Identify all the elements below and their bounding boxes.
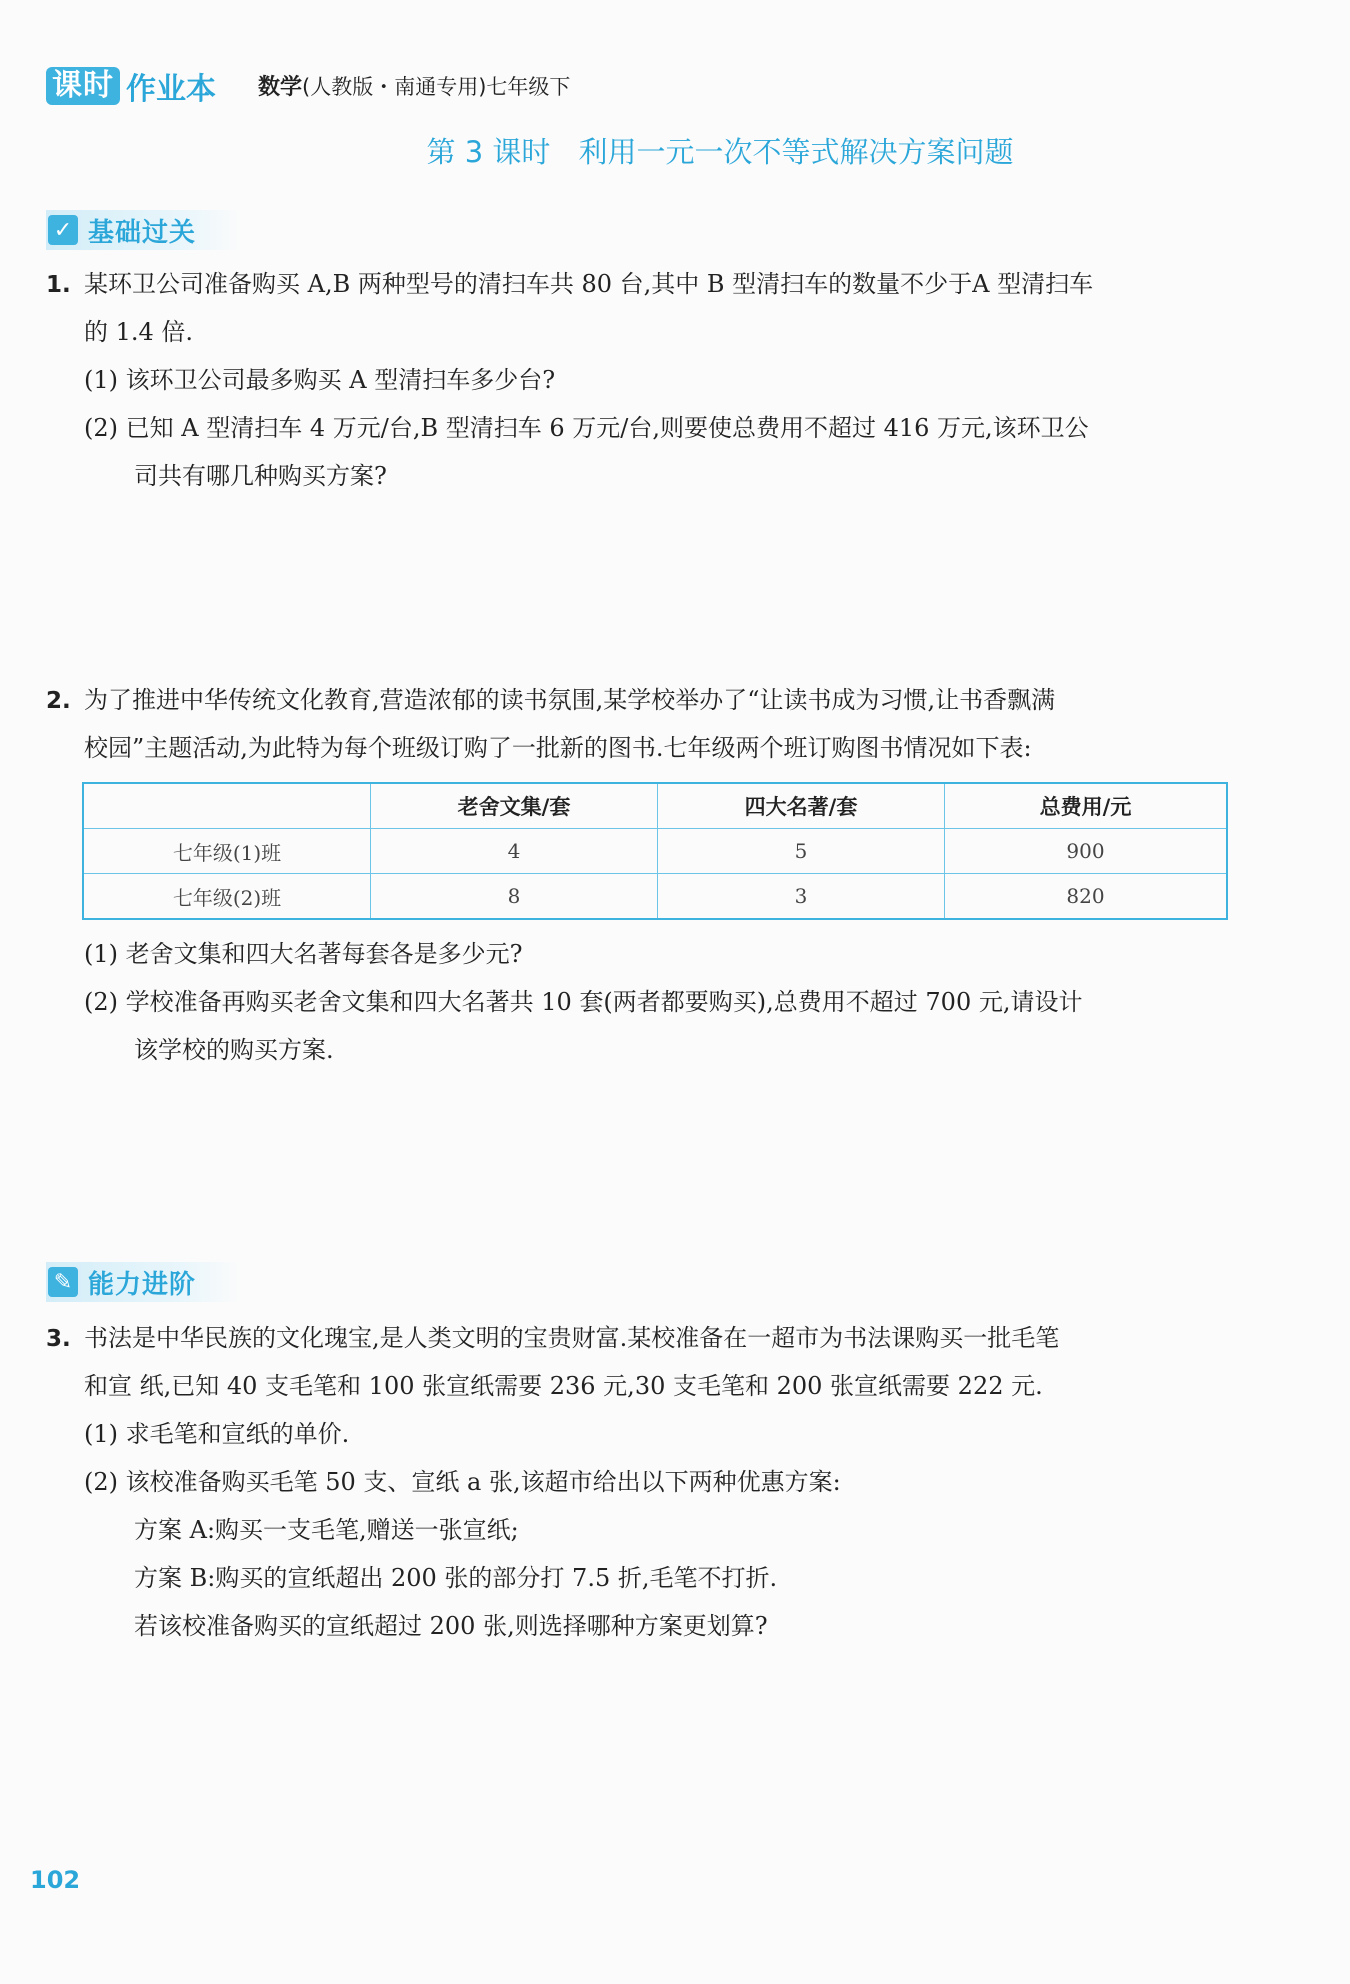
q2-part1: (1) 老舍文集和四大名著每套各是多少元? [84,940,523,968]
q3-stem-line1: 书法是中华民族的文化瑰宝,是人类文明的宝贵财富.某校准备在一超市为书法课购买一批毛笔 [84,1324,1060,1352]
q2-number-wrap [46,684,71,717]
book-order-table [82,782,1228,920]
q1-stem-line2: 的 1.4 倍. [84,318,194,346]
table-header-cell: 总费用/元 [945,783,1228,829]
table-cell: 900 [945,829,1228,874]
table-cell: 3 [658,874,945,920]
brand-box: 课时 [46,67,120,105]
q2-stem-line2: 校园”主题活动,为此特为每个班级订购了一批新的图书.七年级两个班订购图书情况如下表: [84,734,1032,762]
brand-name: 作业本 [126,72,216,107]
q2-part2-line2: 该学校的购买方案. [134,1036,334,1064]
q3-number: 3. [46,1326,71,1352]
table-header-row [83,783,1227,829]
table-cell: 七年级(1)班 [83,829,371,874]
subject-edition: (人教版・南通专用)七年级下 [302,75,571,99]
page-number: 102 [30,1866,81,1894]
table-cell: 5 [658,829,945,874]
table-row [83,874,1227,920]
q3-part1: (1) 求毛笔和宣纸的单价. [84,1420,350,1448]
q3-stem-line2: 和宣 纸,已知 40 支毛笔和 100 张宣纸需要 236 元,30 支毛笔和 200 张宣纸需要 222 元. [84,1372,1043,1400]
q1-part2-line2: 司共有哪几种购买方案? [134,462,387,490]
brand-logo [46,66,216,106]
q2-part2-line1: (2) 学校准备再购买老舍文集和四大名著共 10 套(两者都要购买),总费用不超过 700 元,请设计 [84,988,1083,1016]
checkmark-icon: ✓ [48,215,78,245]
q1-part2-line1: (2) 已知 A 型清扫车 4 万元/台,B 型清扫车 6 万元/台,则要使总费用不超过 416 万元,该环卫公 [84,414,1089,442]
subject-line [258,72,570,103]
table-cell: 8 [371,874,658,920]
table-cell: 七年级(2)班 [83,874,371,920]
q3-part2: (2) 该校准备购买毛笔 50 支、宣纸 a 张,该超市给出以下两种优惠方案: [84,1468,841,1496]
q3-number-wrap [46,1322,71,1355]
subject-name: 数学 [258,75,303,100]
table-cell: 820 [945,874,1228,920]
q2-number: 2. [46,688,71,714]
q2-stem-line1: 为了推进中华传统文化教育,营造浓郁的读书氛围,某学校举办了“让读书成为习惯,让书香飘满 [84,686,1056,714]
q1-line1 [46,268,71,301]
section-advanced [46,1262,241,1302]
q3-plan-a: 方案 A:购买一支毛笔,赠送一张宣纸; [134,1516,519,1544]
table-row [83,829,1227,874]
lesson-number: 第 3 课时 [426,135,551,169]
q3-plan-b: 方案 B:购买的宣纸超出 200 张的部分打 7.5 折,毛笔不打折. [134,1564,778,1592]
section-basic [46,210,241,250]
table-header-cell [83,783,371,829]
q1-part1: (1) 该环卫公司最多购买 A 型清扫车多少台? [84,366,556,394]
table-header-cell: 老舍文集/套 [371,783,658,829]
section-advanced-label: 能力进阶 [88,1269,197,1300]
q1-number: 1. [46,272,71,298]
lesson-topic: 利用一元一次不等式解决方案问题 [578,135,1014,169]
table-header-cell: 四大名著/套 [658,783,945,829]
q1-stem-line1: 某环卫公司准备购买 A,B 两种型号的清扫车共 80 台,其中 B 型清扫车的数量不少于A 型清扫车 [84,270,1094,298]
table-cell: 4 [371,829,658,874]
pencil-icon: ✎ [48,1267,78,1297]
lesson-title [0,130,1350,171]
section-basic-label: 基础过关 [88,217,197,248]
q3-question: 若该校准备购买的宣纸超过 200 张,则选择哪种方案更划算? [134,1612,768,1640]
